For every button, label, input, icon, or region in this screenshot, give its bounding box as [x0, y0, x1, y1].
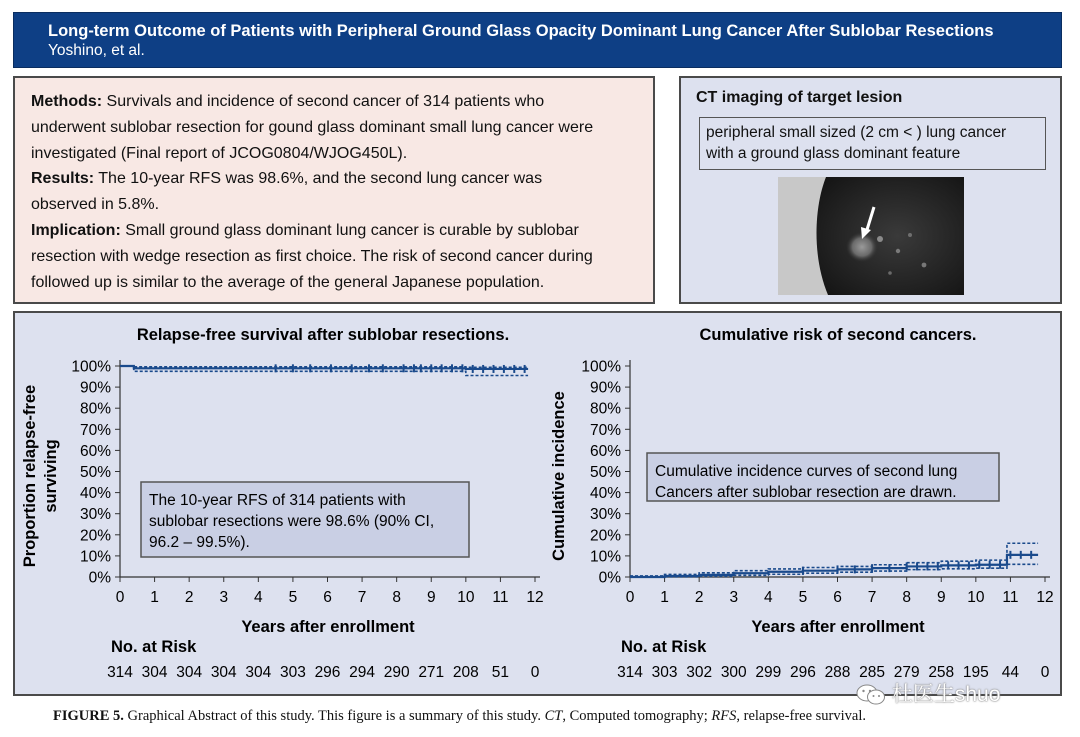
annotation-text: Cancers after sublobar resection are drawn. — [655, 484, 957, 501]
results-text: observed in 5.8%. — [31, 196, 160, 214]
caption-text: , Computed tomography; — [562, 708, 712, 724]
charts-svg — [15, 313, 1060, 694]
x-tick-label: 10 — [967, 589, 985, 606]
y-tick-label: 20% — [589, 527, 621, 545]
y-tick-label: 20% — [79, 527, 111, 545]
y-axis-label: surviving — [42, 439, 60, 513]
at-risk-value: 314 — [617, 664, 643, 681]
y-tick-label: 0% — [88, 569, 111, 587]
header-authors: Yoshino, et al. — [48, 42, 145, 59]
y-tick-label: 0% — [598, 569, 621, 587]
x-tick-label: 12 — [526, 589, 544, 606]
y-axis-label: Proportion relapse-free — [21, 384, 39, 568]
y-tick-label: 10% — [589, 548, 621, 566]
x-tick-label: 5 — [798, 589, 808, 606]
annotation-text: sublobar resections were 98.6% (90% CI, — [149, 513, 435, 530]
annotation-text: 96.2 – 99.5%). — [149, 534, 250, 551]
at-risk-value: 290 — [383, 664, 410, 681]
at-risk-value: 314 — [107, 664, 133, 681]
annotation-text: The 10-year RFS of 314 patients with — [149, 492, 406, 509]
y-tick-label: 40% — [79, 485, 111, 503]
at-risk-value: 304 — [176, 664, 203, 681]
charts-panel — [13, 311, 1062, 696]
y-tick-label: 50% — [589, 464, 621, 481]
at-risk-value: 304 — [210, 664, 237, 681]
y-tick-label: 100% — [581, 358, 621, 376]
at-risk-value: 285 — [859, 664, 886, 681]
annotation-text: Cumulative incidence curves of second lung — [655, 463, 958, 480]
x-tick-label: 4 — [254, 589, 263, 606]
figure-caption — [53, 708, 866, 725]
y-tick-label: 30% — [589, 506, 621, 524]
caption-text: , relapse-free survival. — [736, 708, 866, 724]
x-tick-label: 2 — [694, 589, 704, 606]
header-banner — [13, 12, 1062, 68]
ct-desc-line: peripheral small sized (2 cm < ) lung cancer — [706, 124, 1007, 141]
results-label: Results: — [31, 170, 95, 188]
x-tick-label: 3 — [729, 589, 739, 606]
at-risk-label: No. at Risk — [111, 638, 197, 656]
ct-description — [699, 117, 1046, 170]
wechat-icon — [856, 684, 886, 706]
methods-label: Methods: — [31, 93, 103, 110]
at-risk-value: 271 — [418, 664, 445, 681]
ct-title: CT imaging of target lesion — [696, 89, 903, 106]
methods-text: underwent sublobar resection for gound glass dominant small lung cancer were — [31, 118, 594, 136]
at-risk-value: 0 — [530, 664, 540, 681]
implication-text: resection with wedge resection as first choice. The risk of second cancer during — [31, 247, 593, 265]
at-risk-value: 296 — [789, 664, 816, 681]
x-tick-label: 1 — [660, 589, 669, 606]
x-tick-label: 10 — [457, 589, 475, 606]
x-tick-label: 11 — [1002, 589, 1019, 606]
y-tick-label: 80% — [589, 400, 621, 418]
x-tick-label: 11 — [492, 589, 509, 606]
implication-text: Small ground glass dominant lung cancer is curable by sublobar — [120, 221, 579, 239]
at-risk-value: 304 — [141, 664, 168, 681]
at-risk-value: 0 — [1040, 664, 1050, 681]
y-tick-label: 60% — [589, 442, 621, 460]
x-tick-label: 12 — [1036, 589, 1054, 606]
caption-label: FIGURE 5. — [53, 708, 124, 724]
x-tick-label: 4 — [764, 589, 773, 606]
y-tick-label: 10% — [79, 548, 111, 566]
ct-scan-image — [778, 177, 964, 295]
at-risk-value: 304 — [245, 664, 272, 681]
confidence-band — [120, 366, 528, 367]
y-tick-label: 100% — [71, 358, 111, 376]
at-risk-value: 296 — [314, 664, 341, 681]
x-tick-label: 8 — [902, 589, 911, 606]
watermark-text: 杜医生shuo — [891, 683, 1001, 706]
at-risk-value: 302 — [686, 664, 713, 681]
at-risk-value: 51 — [491, 664, 510, 681]
at-risk-value: 288 — [824, 664, 851, 681]
at-risk-label: No. at Risk — [621, 638, 707, 656]
caption-text: Graphical Abstract of this study. This figure is a summary of this study. — [123, 708, 545, 724]
x-axis-label: Years after enrollment — [751, 618, 925, 636]
x-tick-label: 9 — [426, 589, 436, 606]
chart-title: Relapse-free survival after sublobar resections. — [136, 326, 510, 344]
header-title: Long-term Outcome of Patients with Peripheral Ground Glass Opacity Dominant Lung Cancer After Sublobar Resections — [48, 22, 994, 40]
at-risk-value: 208 — [452, 664, 479, 681]
x-tick-label: 0 — [115, 589, 125, 606]
methods-text: investigated (Final report of JCOG0804/WJOG450L). — [31, 144, 408, 162]
x-tick-label: 1 — [150, 589, 159, 606]
x-tick-label: 5 — [288, 589, 298, 606]
at-risk-value: 44 — [1001, 664, 1020, 681]
x-tick-label: 6 — [833, 589, 842, 606]
y-tick-label: 70% — [79, 421, 111, 439]
y-tick-label: 80% — [79, 400, 111, 418]
x-axis-label: Years after enrollment — [241, 618, 415, 636]
x-tick-label: 3 — [219, 589, 229, 606]
x-tick-label: 2 — [184, 589, 194, 606]
y-tick-label: 60% — [79, 442, 111, 460]
x-tick-label: 7 — [357, 589, 367, 606]
y-tick-label: 70% — [589, 421, 621, 439]
at-risk-value: 279 — [893, 664, 920, 681]
y-tick-label: 90% — [79, 379, 111, 397]
at-risk-value: 258 — [928, 664, 955, 681]
x-tick-label: 0 — [625, 589, 635, 606]
at-risk-value: 303 — [651, 664, 678, 681]
methods-panel — [13, 76, 655, 304]
caption-abbr: CT — [544, 708, 563, 724]
ct-desc-line: with a ground glass dominant feature — [706, 145, 961, 162]
ct-panel — [679, 76, 1062, 304]
y-tick-label: 30% — [79, 506, 111, 524]
y-tick-label: 50% — [79, 464, 111, 481]
at-risk-value: 303 — [279, 664, 306, 681]
y-axis-label: Cumulative incidence — [550, 391, 568, 561]
x-tick-label: 8 — [392, 589, 401, 606]
y-tick-label: 90% — [589, 379, 621, 397]
at-risk-value: 195 — [962, 664, 989, 681]
implication-label: Implication: — [31, 221, 121, 239]
caption-abbr: RFS — [711, 708, 737, 724]
at-risk-value: 300 — [720, 664, 747, 681]
x-tick-label: 6 — [323, 589, 332, 606]
y-tick-label: 40% — [589, 485, 621, 503]
methods-text: Survivals and incidence of second cancer of 314 patients who — [102, 93, 545, 110]
watermark — [856, 678, 1000, 708]
x-tick-label: 7 — [867, 589, 877, 606]
at-risk-value: 299 — [755, 664, 782, 681]
implication-text: followed up is similar to the average of the general Japanese population. — [31, 273, 545, 291]
chart-title: Cumulative risk of second cancers. — [699, 326, 977, 344]
at-risk-value: 294 — [349, 664, 376, 681]
results-text: The 10-year RFS was 98.6%, and the second lung cancer was — [94, 170, 543, 188]
x-tick-label: 9 — [936, 589, 946, 606]
